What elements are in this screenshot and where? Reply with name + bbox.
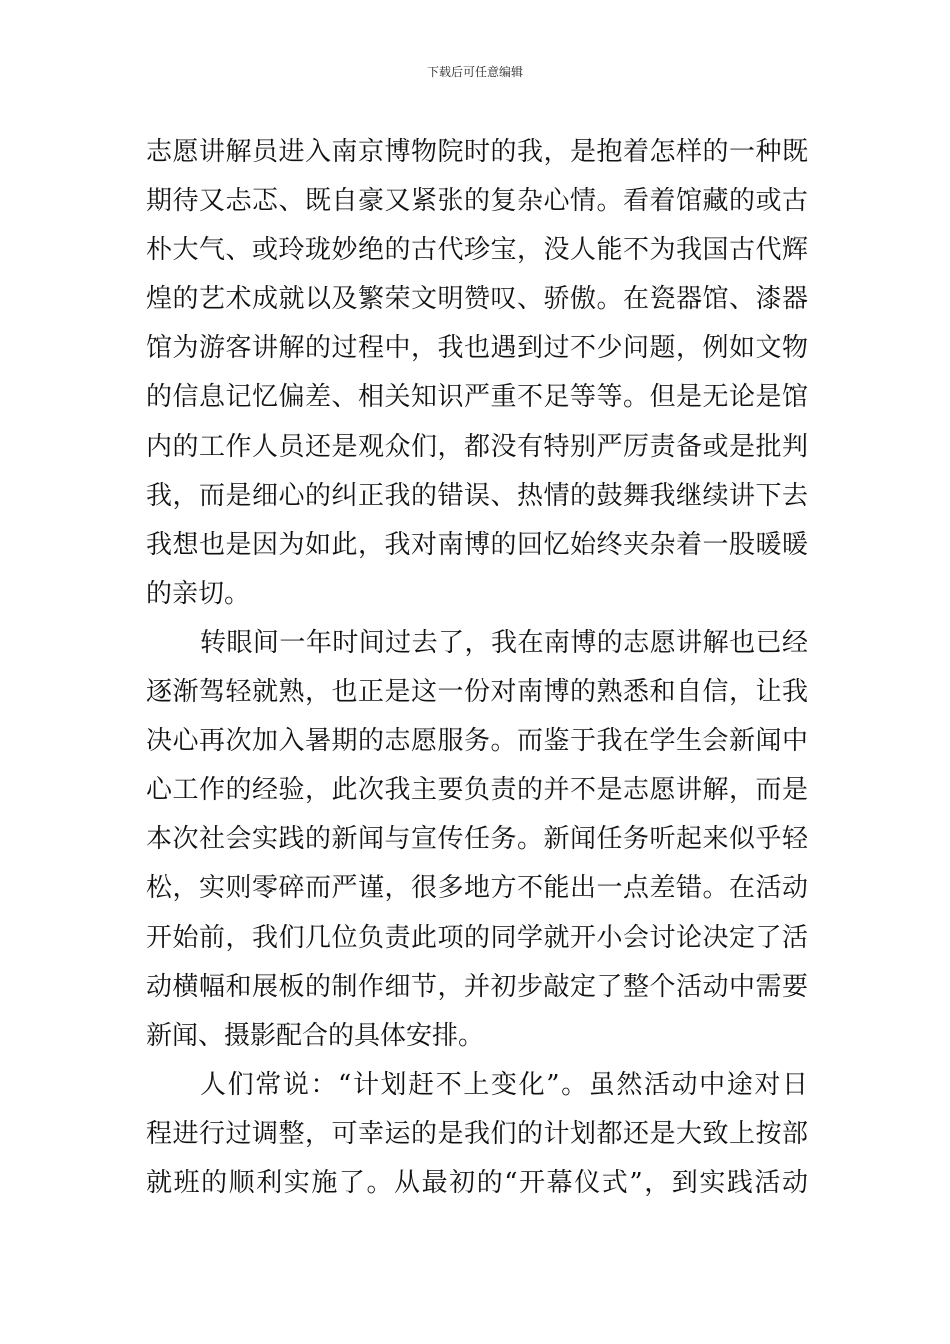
text-line: 就班的顺利实施了。从最初的“开幕仪式”，到实践活动 (146, 1167, 808, 1198)
text-line: 松，实则零碎而严谨，很多地方不能出一点差错。在活动 (146, 873, 808, 904)
text-line: 本次社会实践的新闻与宣传任务。新闻任务听起来似乎轻 (146, 824, 808, 855)
text-line: 心工作的经验，此次我主要负责的并不是志愿讲解，而是 (146, 775, 808, 806)
text-line-paragraph-start: 人们常说：“计划赶不上变化”。虽然活动中途对日 (200, 1069, 808, 1100)
text-line-paragraph-end: 新闻、摄影配合的具体安排。 (146, 1020, 485, 1051)
text-line: 志愿讲解员进入南京博物院时的我，是抱着怎样的一种既 (146, 137, 808, 167)
text-line: 我，而是细心的纠正我的错误、热情的鼓舞我继续讲下去 (146, 480, 808, 511)
text-line: 朴大气、或玲珑妙绝的古代珍宝，没人能不为我国古代辉 (146, 235, 808, 266)
text-line: 我想也是因为如此，我对南博的回忆始终夹杂着一股暖暖 (146, 529, 808, 560)
text-line: 期待又忐忑、既自豪又紧张的复杂心情。看着馆藏的或古 (146, 186, 808, 217)
text-line-paragraph-end: 的亲切。 (146, 578, 251, 609)
text-line: 馆为游客讲解的过程中，我也遇到过不少问题，例如文物 (146, 333, 808, 364)
text-line: 开始前，我们几位负责此项的同学就开小会讨论决定了活 (146, 922, 808, 953)
text-line: 的信息记忆偏差、相关知识严重不足等等。但是无论是馆 (146, 382, 808, 413)
text-line: 程进行过调整，可幸运的是我们的计划都还是大致上按部 (146, 1118, 808, 1149)
text-line: 动横幅和展板的制作细节，并初步敲定了整个活动中需要 (146, 971, 808, 1002)
text-line: 逐渐驾轻就熟，也正是这一份对南博的熟悉和自信，让我 (146, 677, 808, 708)
text-line: 内的工作人员还是观众们，都没有特别严厉责备或是批判 (146, 431, 808, 462)
body-text (146, 128, 808, 1208)
text-line: 煌的艺术成就以及繁荣文明赞叹、骄傲。在瓷器馆、漆器 (146, 284, 808, 315)
page-header: 下载后可任意编辑 (426, 65, 523, 79)
text-line-paragraph-start: 转眼间一年时间过去了，我在南博的志愿讲解也已经 (200, 627, 808, 658)
text-line: 决心再次加入暑期的志愿服务。而鉴于我在学生会新闻中 (146, 726, 808, 757)
